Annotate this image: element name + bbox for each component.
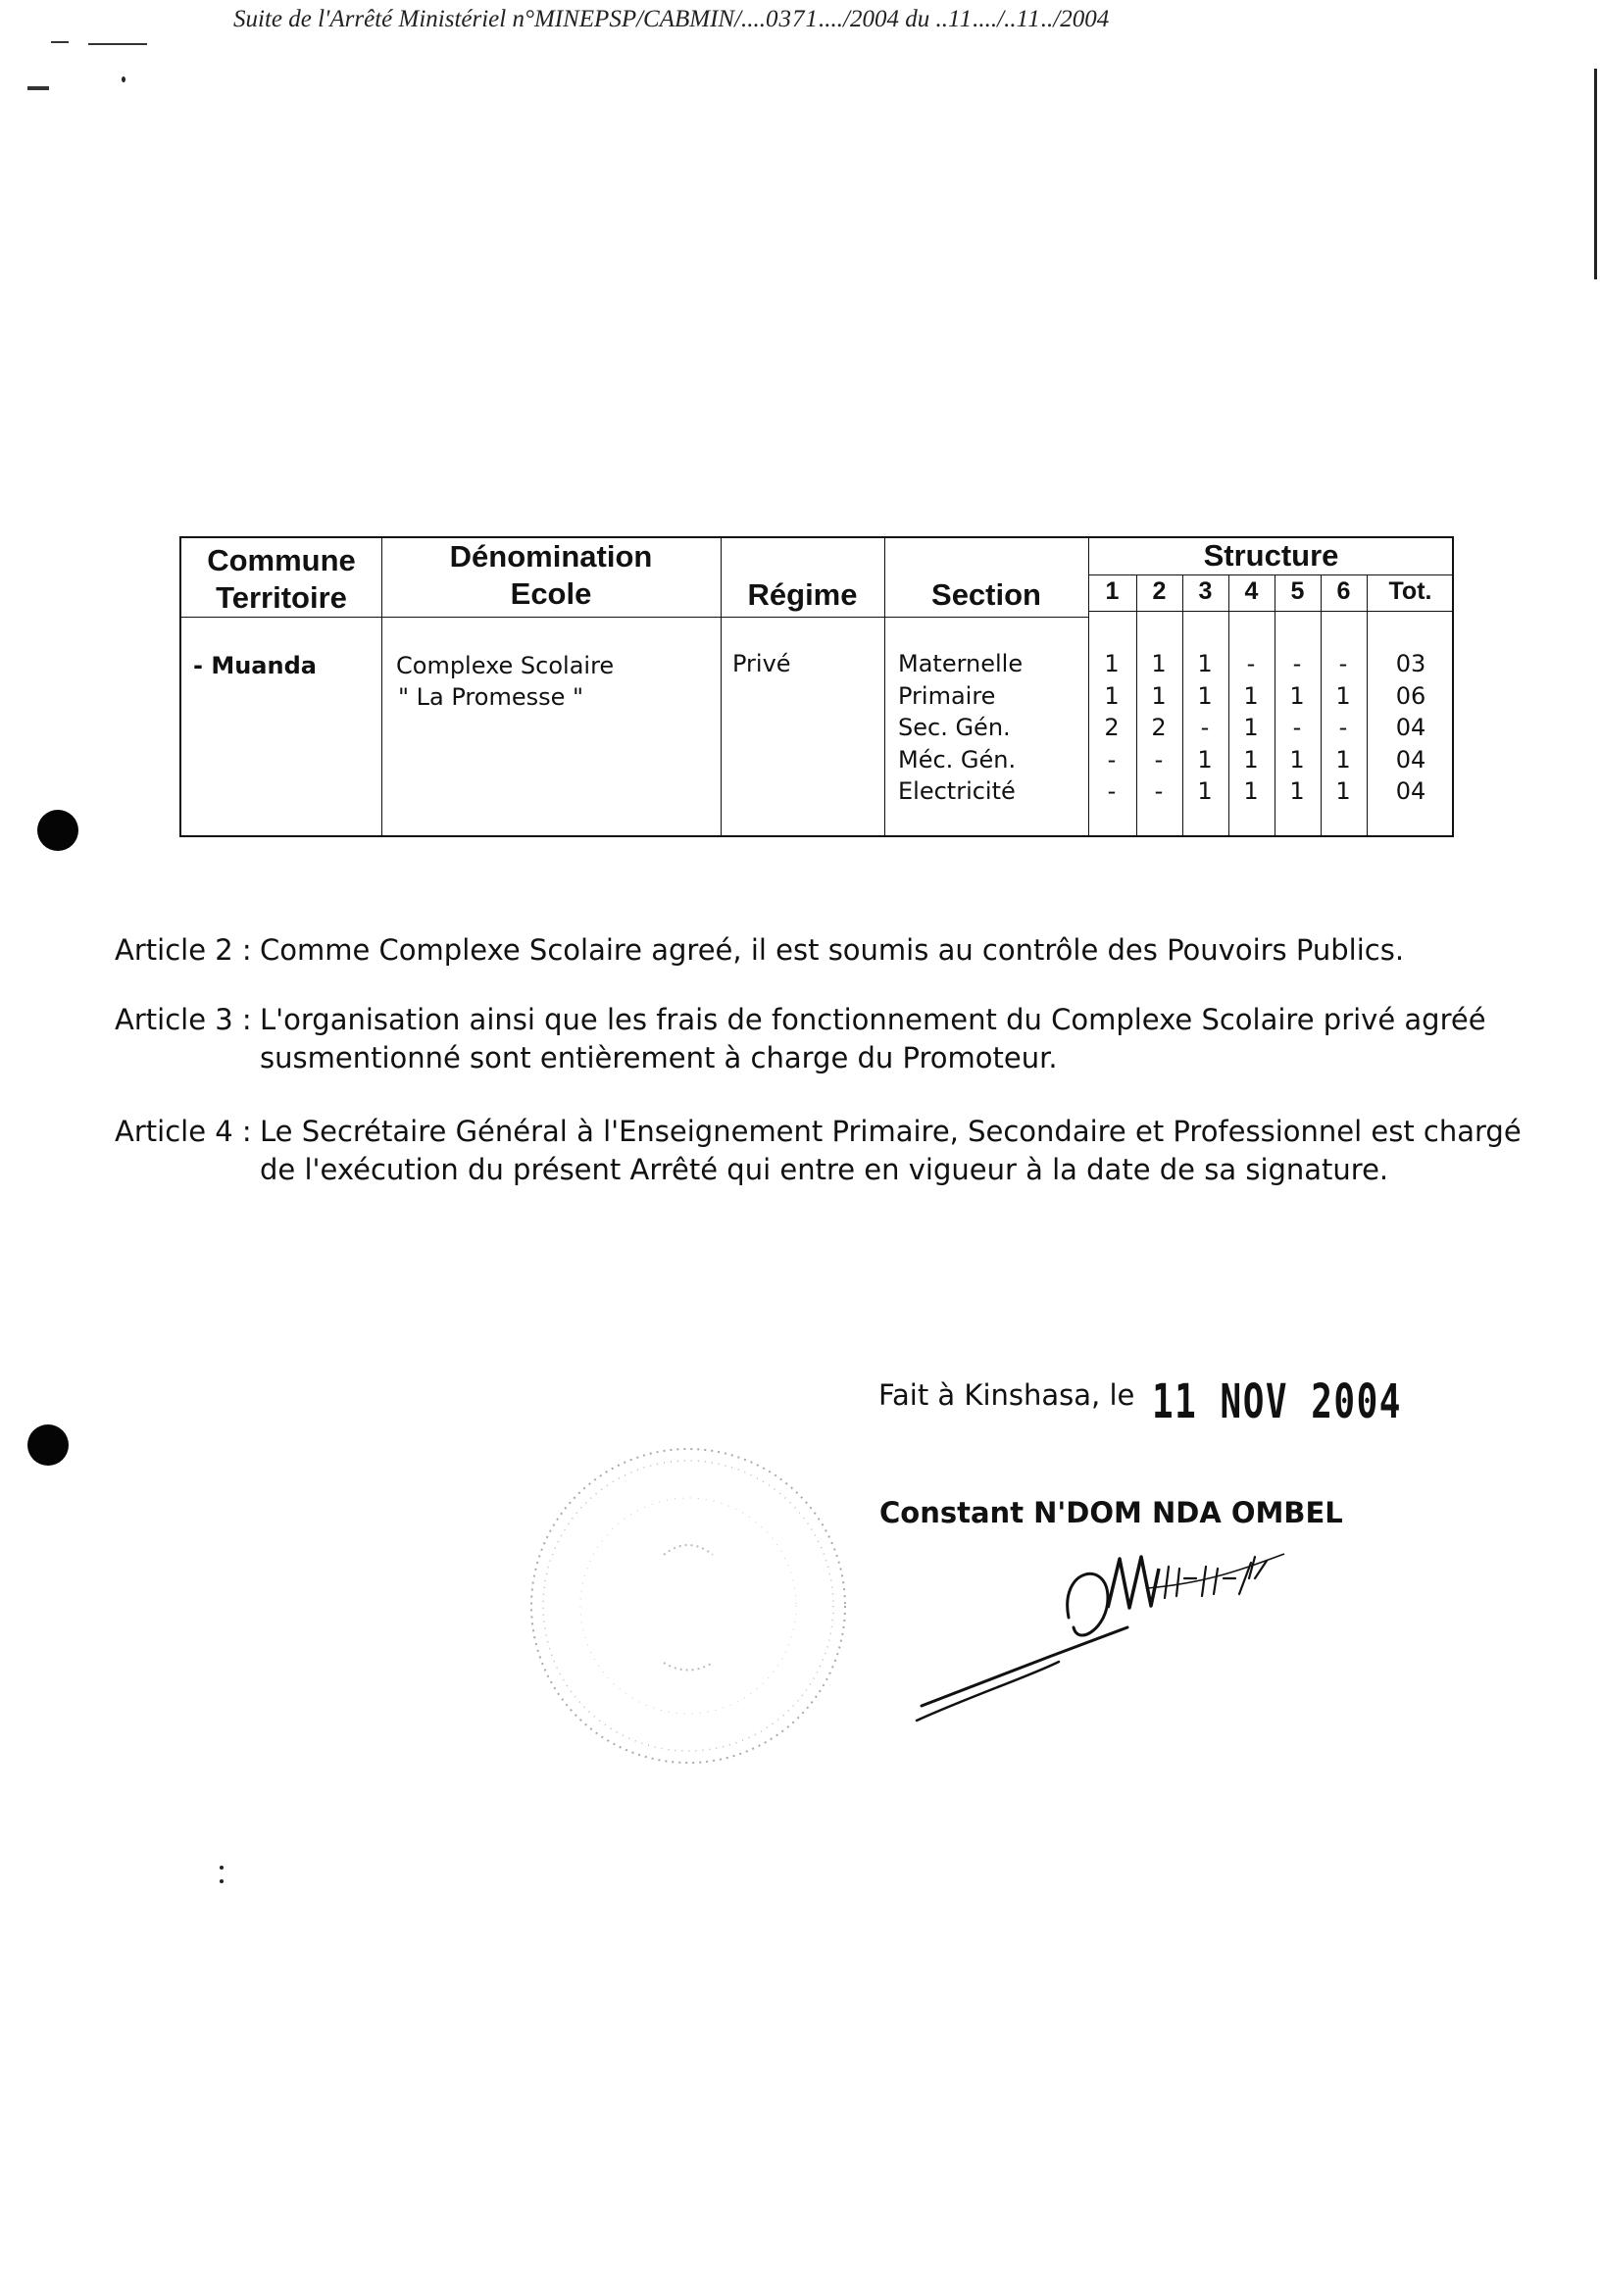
- year-count: 1: [1289, 777, 1305, 805]
- year-count: -: [1246, 650, 1256, 677]
- section-total: 06: [1395, 681, 1426, 710]
- header-day: 11: [947, 6, 974, 32]
- date-stamp: 11 NOV 2004: [1152, 1374, 1402, 1429]
- header-total: Tot.: [1388, 577, 1432, 605]
- year-count: 1: [1335, 745, 1351, 774]
- page-edge-mark: [1594, 69, 1597, 279]
- scan-mark: [220, 1866, 224, 1870]
- header-section: Section: [931, 577, 1041, 612]
- year-count: 1: [1335, 681, 1351, 710]
- article-line: Comme Complexe Scolaire agreé, il est soumis au contrôle des Pouvoirs Publics.: [260, 933, 1405, 967]
- header-structure: Structure: [1203, 538, 1339, 573]
- cell-commune: - Muanda: [193, 652, 317, 679]
- scan-mark: [27, 86, 49, 90]
- header-sep: ..../..: [973, 6, 1017, 32]
- header-number: 0371: [766, 6, 820, 32]
- year-count: 2: [1151, 714, 1167, 741]
- year-count: 1: [1104, 650, 1120, 677]
- year-count: -: [1107, 777, 1117, 805]
- article-label: Article 4 :: [115, 1115, 252, 1148]
- scan-mark: [51, 41, 69, 43]
- cell-regime: Privé: [732, 650, 791, 677]
- header-commune: Commune Territoire: [207, 543, 356, 615]
- year-count: -: [1154, 777, 1164, 805]
- section-total: 04: [1395, 745, 1426, 774]
- year-count: 1: [1243, 714, 1259, 741]
- header-year: 3: [1198, 577, 1213, 605]
- article-line: susmentionné sont entièrement à charge du Promoteur.: [260, 1041, 1058, 1074]
- punch-hole: [37, 810, 78, 851]
- header-mid: ..../2004 du ..: [819, 6, 948, 32]
- article-text: [260, 931, 1534, 970]
- year-count: 1: [1243, 745, 1259, 774]
- article-line: de l'exécution du présent Arrêté qui entre en vigueur à la date de sa signature.: [260, 1153, 1389, 1186]
- punch-hole: [27, 1424, 69, 1466]
- year-count: 1: [1197, 745, 1213, 774]
- article-label: Article 2 :: [115, 933, 252, 967]
- year-count: 1: [1243, 681, 1259, 710]
- section-name: Electricité: [898, 777, 1016, 805]
- header-year: 5: [1290, 577, 1305, 605]
- year-count: 1: [1243, 777, 1259, 805]
- year-count: 1: [1335, 777, 1351, 805]
- official-seal: [517, 1437, 860, 1775]
- year-count: 1: [1197, 650, 1213, 677]
- year-count: -: [1200, 714, 1210, 741]
- section-total: 04: [1395, 714, 1426, 741]
- section-total: 04: [1395, 777, 1426, 805]
- place-line: Fait à Kinshasa, le: [878, 1378, 1135, 1412]
- header-prefix: Suite de l'Arrêté Ministériel n°MINEPSP/CABMIN/....: [233, 6, 767, 32]
- year-count: -: [1107, 745, 1117, 774]
- year-count: 1: [1289, 681, 1305, 710]
- signer-name: Constant N'DOM NDA OMBEL: [879, 1496, 1343, 1529]
- year-count: -: [1292, 714, 1302, 741]
- section-total: 03: [1395, 650, 1426, 677]
- header-reference: [233, 6, 1109, 33]
- year-count: 2: [1104, 714, 1120, 741]
- section-name: Méc. Gén.: [898, 745, 1017, 774]
- year-count: 1: [1151, 681, 1167, 710]
- year-count: -: [1338, 650, 1348, 677]
- article-label: Article 3 :: [115, 1003, 252, 1036]
- school-structure-table: [179, 536, 1454, 837]
- year-count: 1: [1197, 777, 1213, 805]
- header-year: 6: [1336, 577, 1351, 605]
- header-regime: Régime: [747, 577, 858, 612]
- header-suffix: ../2004: [1040, 6, 1110, 32]
- handwritten-signature: [912, 1549, 1304, 1745]
- header-year: 4: [1244, 577, 1259, 605]
- header-ecole: Dénomination Ecole: [449, 539, 653, 611]
- year-count: 1: [1151, 650, 1167, 677]
- section-name: Primaire: [898, 681, 996, 710]
- header-year: 2: [1152, 577, 1167, 605]
- scan-mark: [88, 43, 147, 45]
- year-count: 1: [1197, 681, 1213, 710]
- year-count: 1: [1104, 681, 1120, 710]
- year-count: -: [1338, 714, 1348, 741]
- section-name: Sec. Gén.: [898, 714, 1011, 741]
- scan-mark: [122, 76, 125, 82]
- year-count: 1: [1289, 745, 1305, 774]
- scan-mark: [220, 1879, 224, 1883]
- article-line: L'organisation ainsi que les frais de fonctionnement du Complexe Scolaire privé agréé: [260, 1003, 1486, 1036]
- article-text: [260, 1113, 1534, 1189]
- article-text: [260, 1001, 1534, 1077]
- header-month: 11: [1016, 6, 1041, 32]
- cell-ecole: Complexe Scolaire " La Promesse ": [396, 652, 615, 711]
- section-name: Maternelle: [898, 650, 1024, 677]
- year-count: -: [1154, 745, 1164, 774]
- header-year: 1: [1105, 577, 1120, 605]
- year-count: -: [1292, 650, 1302, 677]
- article-line: Le Secrétaire Général à l'Enseignement Primaire, Secondaire et Professionnel est chargé: [260, 1115, 1522, 1148]
